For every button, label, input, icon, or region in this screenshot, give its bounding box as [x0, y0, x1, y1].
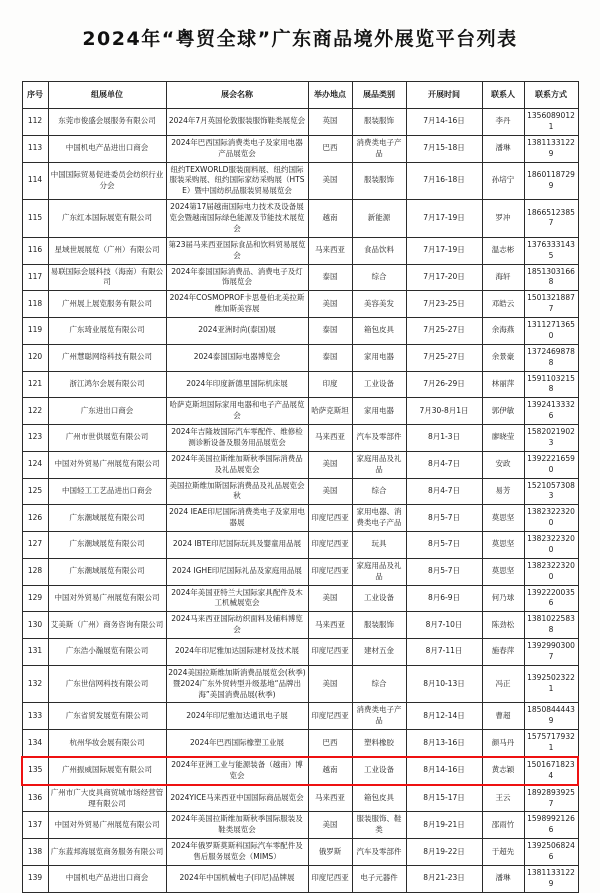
row-number-cell: 121 [22, 371, 48, 398]
contact-cell: 廖晓莹 [482, 425, 524, 452]
category-cell: 汽车及零部件 [352, 425, 406, 452]
contact-cell: 潘琳 [482, 135, 524, 162]
row-number-cell: 112 [22, 109, 48, 136]
category-cell: 玩具 [352, 532, 406, 559]
organizer-cell: 广州振威国际展览有限公司 [48, 757, 166, 785]
location-cell: 马来西亚 [308, 237, 352, 264]
category-cell: 服装服饰 [352, 109, 406, 136]
column-header-8: 联系方式 [524, 82, 578, 109]
location-cell: 印度尼西亚 [308, 532, 352, 559]
table-row [22, 135, 578, 162]
contact-cell: 余海燕 [482, 318, 524, 345]
exhibition-name-cell: 2024年俄罗斯莫斯科国际汽车零配件及售后服务展览会（MIMS） [166, 839, 308, 866]
phone-cell: 13922216590 [524, 451, 578, 478]
date-cell: 8月6-9日 [406, 585, 482, 612]
table-row [22, 865, 578, 892]
location-cell: 越南 [308, 757, 352, 785]
location-cell: 美国 [308, 291, 352, 318]
organizer-cell: 广东省贸发展览有限公司 [48, 703, 166, 730]
date-cell: 7月25-27日 [406, 318, 482, 345]
organizer-cell: 广东世信网科技有限公司 [48, 665, 166, 703]
exhibition-name-cell: 2024年亚洲工业与能源装备（越南）博览会 [166, 757, 308, 785]
phone-cell: 18601187299 [524, 162, 578, 200]
organizer-cell: 广东潮域展览有限公司 [48, 505, 166, 532]
exhibition-name-cell: 2024年美国拉斯维加斯秋季国际消费品及礼品展览会 [166, 451, 308, 478]
date-cell: 8月5-7日 [406, 505, 482, 532]
phone-cell: 13724698788 [524, 344, 578, 371]
date-cell: 8月19-22日 [406, 839, 482, 866]
contact-cell: 于超先 [482, 839, 524, 866]
contact-cell: 余景豪 [482, 344, 524, 371]
table-row [22, 200, 578, 238]
category-cell: 综合 [352, 478, 406, 505]
category-cell: 消费类电子产品 [352, 135, 406, 162]
table-row [22, 478, 578, 505]
organizer-cell: 浙江鸿尔会展有限公司 [48, 371, 166, 398]
contact-cell: 林丽萍 [482, 371, 524, 398]
organizer-cell: 易联国际会展科技（海南）有限公司 [48, 264, 166, 291]
exhibition-name-cell: 2024年美国亚特兰大国际家具配件及木工机械展览会 [166, 585, 308, 612]
category-cell: 综合 [352, 264, 406, 291]
location-cell: 越南 [308, 200, 352, 238]
page-title: 2024年“粤贸全球”广东商品境外展览平台列表 [82, 28, 518, 50]
exhibition-name-cell: 2024年7月英国伦敦服装服饰鞋类展览会 [166, 109, 308, 136]
contact-cell: 易芳 [482, 478, 524, 505]
date-cell: 8月7-11日 [406, 639, 482, 666]
contact-cell: 罗冲 [482, 200, 524, 238]
contact-cell: 邓皓云 [482, 291, 524, 318]
date-cell: 8月5-7日 [406, 558, 482, 585]
table-row [22, 730, 578, 757]
contact-cell: 莫思坚 [482, 558, 524, 585]
row-number-cell: 138 [22, 839, 48, 866]
exhibition-name-cell: 2024年泰国国际消费品、消费电子及灯饰展览会 [166, 264, 308, 291]
column-header-5: 展品类别 [352, 82, 406, 109]
phone-cell: 13763331435 [524, 237, 578, 264]
organizer-cell: 中国对外贸易广州展览有限公司 [48, 585, 166, 612]
category-cell: 服装服饰 [352, 162, 406, 200]
table-row [22, 291, 578, 318]
phone-cell: 15989921266 [524, 812, 578, 839]
organizer-cell: 广州慧聪网络科技有限公司 [48, 344, 166, 371]
location-cell: 美国 [308, 665, 352, 703]
location-cell: 美国 [308, 585, 352, 612]
exhibition-name-cell: 2024 IEAE印尼国际消费类电子及家用电器展 [166, 505, 308, 532]
location-cell: 泰国 [308, 318, 352, 345]
category-cell: 汽车及零部件 [352, 839, 406, 866]
phone-cell: 13823223200 [524, 532, 578, 559]
contact-cell: 潘琳 [482, 865, 524, 892]
category-cell: 食品饮料 [352, 237, 406, 264]
row-number-cell: 116 [22, 237, 48, 264]
location-cell: 巴西 [308, 135, 352, 162]
exhibition-table [21, 81, 579, 893]
organizer-cell: 广东潮域展览有限公司 [48, 558, 166, 585]
table-row [22, 703, 578, 730]
location-cell: 印度尼西亚 [308, 558, 352, 585]
contact-cell: 邵雨竹 [482, 812, 524, 839]
location-cell: 美国 [308, 478, 352, 505]
date-cell: 7月15-18日 [406, 135, 482, 162]
location-cell: 马来西亚 [308, 425, 352, 452]
row-number-cell: 139 [22, 865, 48, 892]
category-cell: 电子元器件 [352, 865, 406, 892]
phone-cell: 13811331229 [524, 135, 578, 162]
exhibition-name-cell: 2024年印尼雅加达通讯电子展 [166, 703, 308, 730]
table-row [22, 425, 578, 452]
organizer-cell: 杭州华妆会展有限公司 [48, 730, 166, 757]
row-number-cell: 113 [22, 135, 48, 162]
table-header-row [22, 82, 578, 109]
date-cell: 8月1-3日 [406, 425, 482, 452]
row-number-cell: 136 [22, 785, 48, 812]
phone-cell: 13811331229 [524, 865, 578, 892]
row-number-cell: 117 [22, 264, 48, 291]
phone-cell: 18513031668 [524, 264, 578, 291]
organizer-cell: 广州市广大皮具商贸城市场经营管理有限公司 [48, 785, 166, 812]
phone-cell: 13823223200 [524, 558, 578, 585]
date-cell: 8月15-17日 [406, 785, 482, 812]
category-cell: 消费类电子产品 [352, 703, 406, 730]
date-cell: 7月17-19日 [406, 237, 482, 264]
contact-cell: 孙培宁 [482, 162, 524, 200]
contact-cell: 王云 [482, 785, 524, 812]
phone-cell: 13929903007 [524, 639, 578, 666]
organizer-cell: 广东进出口商会 [48, 398, 166, 425]
location-cell: 美国 [308, 162, 352, 200]
row-number-cell: 120 [22, 344, 48, 371]
organizer-cell: 广东红本国际展览有限公司 [48, 200, 166, 238]
category-cell: 工业设备 [352, 371, 406, 398]
location-cell: 巴西 [308, 730, 352, 757]
location-cell: 美国 [308, 451, 352, 478]
column-header-4: 举办地点 [308, 82, 352, 109]
category-cell: 建材五金 [352, 639, 406, 666]
row-number-cell: 123 [22, 425, 48, 452]
category-cell: 家用电器 [352, 398, 406, 425]
exhibition-name-cell: 2024泰国国际电器博览会 [166, 344, 308, 371]
row-number-cell: 114 [22, 162, 48, 200]
location-cell: 印度尼西亚 [308, 865, 352, 892]
contact-cell: 安政 [482, 451, 524, 478]
column-header-1: 序号 [22, 82, 48, 109]
organizer-cell: 艾美斯（广州）商务咨询有限公司 [48, 612, 166, 639]
contact-cell: 温志彬 [482, 237, 524, 264]
phone-cell: 13810225838 [524, 612, 578, 639]
organizer-cell: 东莞市俊盛会展服务有限公司 [48, 109, 166, 136]
category-cell: 工业设备 [352, 585, 406, 612]
phone-cell: 18928939257 [524, 785, 578, 812]
organizer-cell: 中国对外贸易广州展览有限公司 [48, 812, 166, 839]
location-cell: 英国 [308, 109, 352, 136]
location-cell: 马来西亚 [308, 785, 352, 812]
row-number-cell: 133 [22, 703, 48, 730]
contact-cell: 郭伊敏 [482, 398, 524, 425]
row-number-cell: 127 [22, 532, 48, 559]
row-number-cell: 134 [22, 730, 48, 757]
category-cell: 服装服饰 [352, 612, 406, 639]
date-cell: 7月17-19日 [406, 200, 482, 238]
organizer-cell: 中国机电产品进出口商会 [48, 135, 166, 162]
date-cell: 8月10-13日 [406, 665, 482, 703]
table-row [22, 839, 578, 866]
category-cell: 家用电器 [352, 344, 406, 371]
location-cell: 泰国 [308, 264, 352, 291]
date-cell: 7月17-20日 [406, 264, 482, 291]
row-number-cell: 115 [22, 200, 48, 238]
table-row [22, 665, 578, 703]
date-cell: 7月23-25日 [406, 291, 482, 318]
exhibition-name-cell: 2024YICE马来西亚中国国际商品展览会 [166, 785, 308, 812]
table-row [22, 344, 578, 371]
contact-cell: 冯正 [482, 665, 524, 703]
date-cell: 7月25-27日 [406, 344, 482, 371]
contact-cell: 海轩 [482, 264, 524, 291]
category-cell: 新能源 [352, 200, 406, 238]
exhibition-name-cell: 2024第17届越南国际电力技术及设备展览会暨越南国际绿色能源及节能技术展览会 [166, 200, 308, 238]
category-cell: 服装服饰、鞋类 [352, 812, 406, 839]
organizer-cell: 星域世展展览（广州）有限公司 [48, 237, 166, 264]
organizer-cell: 广东浩小瀚展览有限公司 [48, 639, 166, 666]
table-row [22, 371, 578, 398]
phone-cell: 13925068246 [524, 839, 578, 866]
organizer-cell: 广东琦业展览有限公司 [48, 318, 166, 345]
exhibition-name-cell: 2024年印尼雅加达国际建材及技术展 [166, 639, 308, 666]
row-number-cell: 124 [22, 451, 48, 478]
phone-cell: 18665123857 [524, 200, 578, 238]
date-cell: 7月26-29日 [406, 371, 482, 398]
date-cell: 8月13-16日 [406, 730, 482, 757]
category-cell: 综合 [352, 665, 406, 703]
location-cell: 印度尼西亚 [308, 703, 352, 730]
date-cell: 8月7-10日 [406, 612, 482, 639]
phone-cell: 15210573083 [524, 478, 578, 505]
date-cell: 8月14-16日 [406, 757, 482, 785]
category-cell: 塑料橡胶 [352, 730, 406, 757]
phone-cell: 13925023221 [524, 665, 578, 703]
phone-cell: 13924133326 [524, 398, 578, 425]
table-row [22, 532, 578, 559]
location-cell: 印度 [308, 371, 352, 398]
phone-cell: 13560890121 [524, 109, 578, 136]
exhibition-name-cell: 2024年吉隆坡国际汽车零配件、维修检测诊断设备及服务用品展览会 [166, 425, 308, 452]
contact-cell: 曹超 [482, 703, 524, 730]
date-cell: 7月16-18日 [406, 162, 482, 200]
table-row [22, 237, 578, 264]
date-cell: 8月21-23日 [406, 865, 482, 892]
contact-cell: 颜马丹 [482, 730, 524, 757]
category-cell: 工业设备 [352, 757, 406, 785]
row-number-cell: 128 [22, 558, 48, 585]
exhibition-name-cell: 2024年巴西国际橡塑工业展 [166, 730, 308, 757]
location-cell: 泰国 [308, 344, 352, 371]
exhibition-name-cell: 2024美国拉斯维加斯消费品展览会(秋季)暨2024广东外贸转型升级基地“品牌出海”美国消费品展(秋季) [166, 665, 308, 703]
exhibition-name-cell: 纽约TEXWORLD服装面料展、纽约国际服装采购展、纽约国际家纺采购展（HTSE）暨中国纺织品服装贸易展览会 [166, 162, 308, 200]
date-cell: 7月30-8月1日 [406, 398, 482, 425]
column-header-2: 组展单位 [48, 82, 166, 109]
row-number-cell: 119 [22, 318, 48, 345]
location-cell: 马来西亚 [308, 612, 352, 639]
phone-cell: 15016718234 [524, 757, 578, 785]
table-row [22, 558, 578, 585]
date-cell: 8月12-14日 [406, 703, 482, 730]
table-row [22, 398, 578, 425]
highlighted-row [22, 757, 578, 785]
column-header-6: 开展时间 [406, 82, 482, 109]
column-header-7: 联系人 [482, 82, 524, 109]
organizer-cell: 广东潮域展览有限公司 [48, 532, 166, 559]
location-cell: 俄罗斯 [308, 839, 352, 866]
phone-cell: 15911032158 [524, 371, 578, 398]
exhibition-name-cell: 2024马来西亚国际纺织面料及辅料博览会 [166, 612, 308, 639]
category-cell: 家用电器、消费类电子产品 [352, 505, 406, 532]
location-cell: 印度尼西亚 [308, 639, 352, 666]
row-number-cell: 132 [22, 665, 48, 703]
exhibition-name-cell: 2024年COSMOPROF卡思曼伯北美拉斯维加斯美容展 [166, 291, 308, 318]
phone-cell: 15820219023 [524, 425, 578, 452]
contact-cell: 李丹 [482, 109, 524, 136]
category-cell: 箱包皮具 [352, 785, 406, 812]
phone-cell: 18508444439 [524, 703, 578, 730]
organizer-cell: 中国国际贸易促进委员会纺织行业分会 [48, 162, 166, 200]
exhibition-name-cell: 2024亚洲时尚(泰国)展 [166, 318, 308, 345]
category-cell: 箱包皮具 [352, 318, 406, 345]
table-row [22, 612, 578, 639]
phone-cell: 13922200356 [524, 585, 578, 612]
table-row [22, 264, 578, 291]
category-cell: 家庭用品及礼品 [352, 451, 406, 478]
table-row [22, 162, 578, 200]
row-number-cell: 126 [22, 505, 48, 532]
row-number-cell: 122 [22, 398, 48, 425]
table-row [22, 109, 578, 136]
table-row [22, 585, 578, 612]
contact-cell: 何乃球 [482, 585, 524, 612]
organizer-cell: 广东蓝邦海展览商务服务有限公司 [48, 839, 166, 866]
organizer-cell: 中国轻工工艺品进出口商会 [48, 478, 166, 505]
exhibition-name-cell: 第23届马来西亚国际食品和饮料贸易展览会 [166, 237, 308, 264]
phone-cell: 15757179321 [524, 730, 578, 757]
row-number-cell: 125 [22, 478, 48, 505]
location-cell: 美国 [308, 812, 352, 839]
column-header-3: 展会名称 [166, 82, 308, 109]
table-row [22, 505, 578, 532]
organizer-cell: 广州市世供展览有限公司 [48, 425, 166, 452]
contact-cell: 莫思坚 [482, 505, 524, 532]
table-row [22, 451, 578, 478]
row-number-cell: 130 [22, 612, 48, 639]
row-number-cell: 135 [22, 757, 48, 785]
exhibition-name-cell: 美国拉斯维加斯国际消费品及礼品展览会秋 [166, 478, 308, 505]
date-cell: 8月4-7日 [406, 451, 482, 478]
table-row [22, 318, 578, 345]
exhibition-name-cell: 2024年巴西国际消费类电子及家用电器产品展览会 [166, 135, 308, 162]
phone-cell: 13823223200 [524, 505, 578, 532]
row-number-cell: 118 [22, 291, 48, 318]
date-cell: 7月14-16日 [406, 109, 482, 136]
exhibition-name-cell: 2024年印度新德里国际机床展 [166, 371, 308, 398]
row-number-cell: 137 [22, 812, 48, 839]
contact-cell: 黄志颖 [482, 757, 524, 785]
location-cell: 哈萨克斯坦 [308, 398, 352, 425]
exhibition-name-cell: 2024 IBTE印尼国际玩具及婴童用品展 [166, 532, 308, 559]
phone-cell: 15013218877 [524, 291, 578, 318]
row-number-cell: 129 [22, 585, 48, 612]
exhibition-name-cell: 2024年中国机械电子(印尼)品牌展 [166, 865, 308, 892]
location-cell: 印度尼西亚 [308, 505, 352, 532]
phone-cell: 13112713650 [524, 318, 578, 345]
organizer-cell: 中国机电产品进出口商会 [48, 865, 166, 892]
table-row [22, 639, 578, 666]
table-row [22, 812, 578, 839]
date-cell: 8月4-7日 [406, 478, 482, 505]
organizer-cell: 中国对外贸易广州展览有限公司 [48, 451, 166, 478]
contact-cell: 陈劲松 [482, 612, 524, 639]
exhibition-name-cell: 哈萨克斯坦国际家用电器和电子产品展览会 [166, 398, 308, 425]
table-row [22, 785, 578, 812]
table-body [22, 109, 578, 893]
date-cell: 8月19-21日 [406, 812, 482, 839]
organizer-cell: 广州展上展览服务有限公司 [48, 291, 166, 318]
date-cell: 8月5-7日 [406, 532, 482, 559]
category-cell: 美容美发 [352, 291, 406, 318]
row-number-cell: 131 [22, 639, 48, 666]
contact-cell: 莫思坚 [482, 532, 524, 559]
contact-cell: 施春萍 [482, 639, 524, 666]
category-cell: 家庭用品及礼品 [352, 558, 406, 585]
exhibition-name-cell: 2024 IGHE印尼国际礼品及家庭用品展 [166, 558, 308, 585]
exhibition-name-cell: 2024年美国拉斯维加斯秋季国际服装及鞋类展览会 [166, 812, 308, 839]
